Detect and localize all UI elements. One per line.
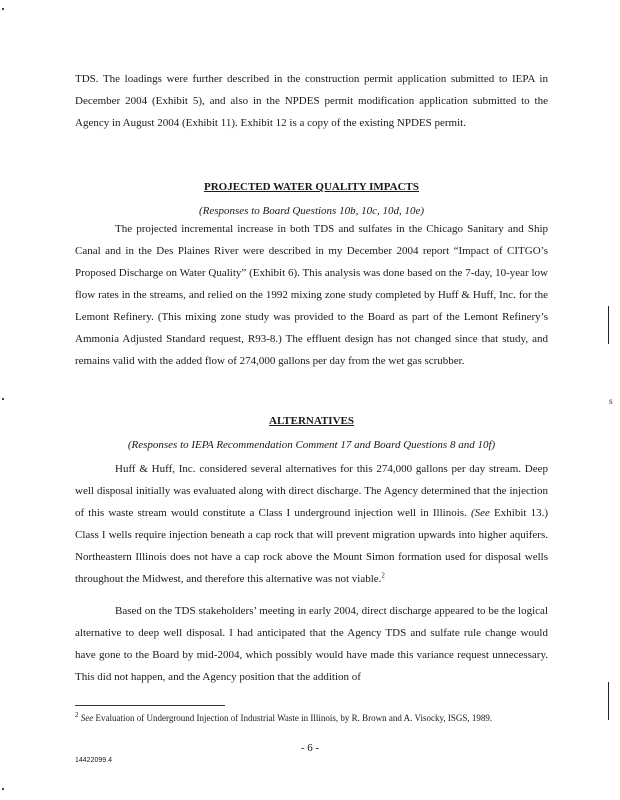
- paragraph-projected-increase: The projected incremental increase in both TDS and sulfates in the Chicago Sanitary and Ship Canal and in the Des Plaines River were described in my December 2004 report “Impact of CITGO’s Proposed Discharge on Water Quality” (Exhibit 6). This analysis was done based on the 7-day, 10-year low flow rates in the streams, and relied on the 1992 mixing zone study completed by Huff & Huff, Inc. for the Lemont Refinery. (This mixing zone study was provided to the Board as part of the Lemont Refinery’s Ammonia Adjusted Standard request, R93-8.) The effluent design has not changed since that study, and remains valid with the added flow of 274,000 gallons per day from the wet gas scrubber.: [75, 223, 548, 367]
- scan-speck: [2, 398, 4, 400]
- document-id: 14422099.4: [75, 757, 112, 764]
- paragraph-tds-loadings: TDS. The loadings were further described in the construction permit application submitted to IEPA in December 2004 (Exhibit 5), and also in the NPDES permit modification application submitted to the Agency in August 2004 (Exhibit 11). Exhibit 12 is a copy of the existing NPDES permit.: [75, 73, 548, 129]
- alternatives-text-a: Huff & Huff, Inc. considered several alternatives for this 274,000 gallons per day stream. Deep well disposal initially was evaluated along with direct discharge. The Agency determined that the injection of this waste stream would constitute a Class I underground injection well in Illinois.: [75, 463, 548, 519]
- footnote-text: Evaluation of Underground Injection of Industrial Waste in Illinois, by R. Brown and A. Visocky, ISGS, 1989.: [95, 713, 493, 723]
- margin-bracket-bottom: [608, 682, 609, 720]
- margin-bracket-top: [608, 306, 609, 344]
- subheading-iepa-comment: (Responses to IEPA Recommendation Comment 17 and Board Questions 8 and 10f): [127, 439, 496, 451]
- footnote-divider: [75, 705, 225, 706]
- scan-speck: [2, 8, 4, 10]
- footnote: [75, 712, 548, 725]
- footnote-number: 2: [75, 711, 79, 719]
- page-number: - 6 -: [300, 742, 320, 754]
- alternatives-text-b: Exhibit 13.) Class I wells require injection beneath a cap rock that will prevent migration upwards into higher aquifers. Northeastern Illinois does not have a cap rock above the Mount Simon formation used for disposal wells throughout the Midwest, and therefore this alternative was not viable.: [75, 507, 548, 585]
- footnote-see: See: [80, 713, 94, 723]
- heading-water-quality-impacts: PROJECTED WATER QUALITY IMPACTS: [203, 181, 420, 193]
- heading-alternatives: ALTERNATIVES: [269, 415, 354, 427]
- see-reference: (See: [470, 507, 490, 519]
- footnote-reference: 2: [381, 571, 385, 580]
- margin-mark: s: [609, 396, 613, 406]
- paragraph-alternatives: [75, 458, 548, 590]
- paragraph-direct-discharge: Based on the TDS stakeholders’ meeting in early 2004, direct discharge appeared to be the logical alternative to deep well disposal. I had anticipated that the Agency TDS and sulfate rule change would have gone to the Board by mid-2004, which possibly would have made this variance request unnecessary. This did not happen, and the Agency position that the addition of: [75, 605, 548, 683]
- subheading-board-questions: (Responses to Board Questions 10b, 10c, 10d, 10e): [198, 205, 425, 217]
- scan-speck: [2, 788, 4, 790]
